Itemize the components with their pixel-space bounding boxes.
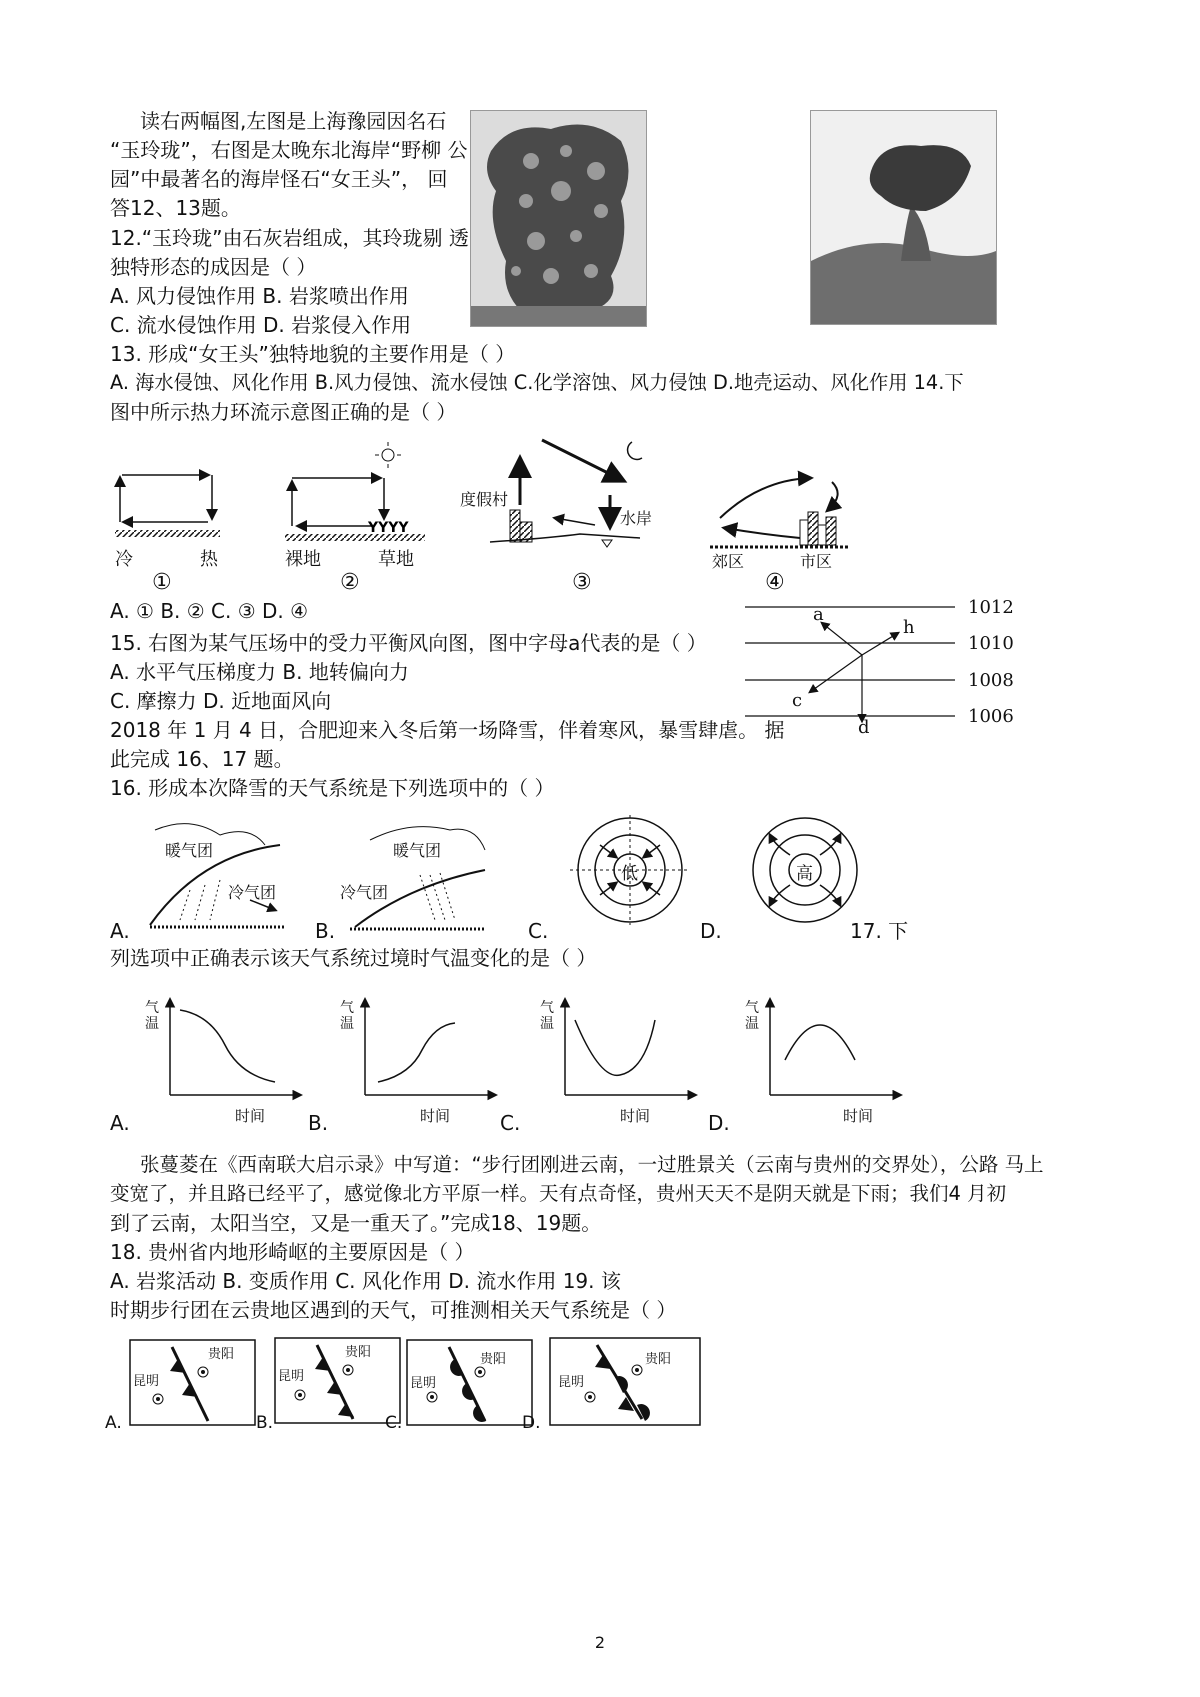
- fig2-circulation: [285, 442, 425, 541]
- front-map-d: [585, 1345, 650, 1421]
- q18-intro-line1: 张蔓菱在《西南联大启示录》中写道：“步行团刚进云南，一过胜景关（云南与贵州的交界处），公路 马上: [140, 1153, 1044, 1176]
- label-cold-air-a: 冷气团: [228, 883, 277, 902]
- q16-option-b: B.: [315, 919, 336, 943]
- force-label-c: c: [792, 690, 803, 711]
- q14-options: A. ① B. ② C. ③ D. ④: [110, 599, 309, 623]
- graph-c-y-label: 气温: [540, 1000, 554, 1032]
- graph-b-y-label: 气温: [340, 1000, 354, 1032]
- q17-stem: 列选项中正确表示该天气系统过境时气温变化的是（ ）: [110, 946, 597, 970]
- label-low: 低: [621, 864, 638, 884]
- fig3-label-village: 度假村: [460, 490, 509, 509]
- q19-option-b: B.: [256, 1413, 274, 1433]
- map-b-guiyang: 贵阳: [345, 1345, 372, 1360]
- map-a-guiyang: 贵阳: [208, 1347, 235, 1362]
- q13-options: A. 海水侵蚀、风化作用 B.风力侵蚀、流水侵蚀 C.化学溶蚀、风力侵蚀 D.地壳运动、风化作用 14.下: [110, 371, 964, 394]
- q19-stem: 时期步行团在云贵地区遇到的天气，可推测相关天气系统是（ ）: [110, 1298, 677, 1322]
- label-warm-air-a: 暖气团: [165, 841, 214, 860]
- q12-stem-line1: 12.“玉玲珑”由石灰岩组成，其玲珑剔 透: [110, 226, 469, 250]
- q16-stem: 16. 形成本次降雪的天气系统是下列选项中的（ ）: [110, 776, 555, 800]
- label-cold-air-b: 冷气团: [340, 883, 389, 902]
- label-high: 高: [796, 864, 813, 884]
- q12-intro-line1: 读右两幅图,左图是上海豫园因名石: [140, 109, 447, 133]
- fig1-label-hot: 热: [200, 549, 218, 570]
- q12-intro-line2: “玉玲珑”，右图是太晚东北海岸“野柳 公: [110, 138, 468, 162]
- fig3-label-shore: 水岸: [620, 509, 653, 528]
- curve-b: [378, 1023, 455, 1082]
- q15-options-row2: C. 摩擦力 D. 近地面风向: [110, 689, 332, 713]
- force-label-d: d: [858, 717, 870, 738]
- fig3-circulation: [490, 440, 642, 547]
- q15-options-row1: A. 水平气压梯度力 B. 地转偏向力: [110, 660, 409, 684]
- fig4-number: ④: [765, 570, 785, 595]
- curve-a: [180, 1010, 275, 1082]
- fig3-number: ③: [572, 570, 592, 595]
- isobar-1006: 1006: [968, 706, 1014, 727]
- fig1-number: ①: [152, 570, 172, 595]
- q12-intro-line4: 答12、13题。: [110, 196, 241, 220]
- graph-a-y-label: 气温: [145, 1000, 159, 1032]
- q15-stem: 15. 右图为某气压场中的受力平衡风向图，图中字母a代表的是（ ）: [110, 631, 707, 655]
- label-warm-air-b: 暖气团: [393, 841, 442, 860]
- page-number: 2: [594, 1633, 606, 1652]
- isobar-1012: 1012: [968, 597, 1014, 618]
- graph-a-x-label: 时间: [235, 1107, 266, 1125]
- q19-option-a: A.: [105, 1413, 122, 1433]
- force-label-a: a: [813, 604, 824, 625]
- q18-stem: 18. 贵州省内地形崎岖的主要原因是（ ）: [110, 1240, 475, 1264]
- graph-b-x-label: 时间: [420, 1107, 451, 1125]
- q16-intro-line2: 此完成 16、17 题。: [110, 747, 294, 771]
- q17-option-a: A.: [110, 1111, 130, 1135]
- q19-option-d: D.: [522, 1413, 541, 1433]
- graph-d-x-label: 时间: [843, 1107, 874, 1125]
- fig2-label-bare: 裸地: [285, 549, 321, 570]
- q16-option-d: D.: [700, 919, 722, 943]
- q18-intro-line3: 到了云南，太阳当空，又是一重天了。”完成18、19题。: [110, 1211, 602, 1235]
- yulinglong-rock-photo: [470, 110, 647, 327]
- q12-intro-line3: 园”中最著名的海岸怪石“女王头”， 回: [110, 167, 448, 191]
- fig1-circulation: [115, 475, 220, 537]
- queens-head-rock-photo: [810, 110, 997, 325]
- force-label-h: h: [903, 617, 915, 638]
- isobar-1010: 1010: [968, 633, 1014, 654]
- curve-c: [575, 1020, 655, 1075]
- fig2-number: ②: [340, 570, 360, 595]
- q17-option-d: D.: [708, 1111, 730, 1135]
- fig4-label-city: 市区: [800, 552, 833, 571]
- graph-c-x-label: 时间: [620, 1107, 651, 1125]
- q18-intro-line2: 变宽了，并且路已经平了，感觉像北方平原一样。天有点奇怪，贵州天天不是阴天就是下雨；我们4 月初: [110, 1182, 1007, 1205]
- q16-intro-line1: 2018 年 1 月 4 日，合肥迎来入冬后第一场降雪，伴着寒风，暴雪肆虐。 据: [110, 718, 785, 742]
- fig2-label-grass: 草地: [378, 549, 414, 570]
- map-d-kunming: 昆明: [558, 1375, 585, 1390]
- q16-option-c: C.: [528, 919, 549, 943]
- q14-stem: 图中所示热力环流示意图正确的是（ ）: [110, 400, 457, 424]
- q12-options-row2: C. 流水侵蚀作用 D. 岩浆侵入作用: [110, 313, 412, 337]
- q16-option-a: A.: [110, 919, 130, 943]
- fig4-circulation: [710, 478, 850, 547]
- svg-text:YYYY: YYYY: [368, 520, 409, 536]
- map-d-guiyang: 贵阳: [645, 1352, 672, 1367]
- q16-weather-system-figures: [130, 815, 890, 935]
- fig4-label-suburb: 郊区: [712, 552, 745, 571]
- isobar-1008: 1008: [968, 670, 1014, 691]
- graph-d-y-label: 气温: [745, 1000, 759, 1032]
- fig1-label-cold: 冷: [115, 549, 133, 570]
- q17-option-c: C.: [500, 1111, 521, 1135]
- q18-options: A. 岩浆活动 B. 变质作用 C. 风化作用 D. 流水作用 19. 该: [110, 1269, 621, 1293]
- q13-stem: 13. 形成“女王头”独特地貌的主要作用是（ ）: [110, 342, 516, 366]
- curve-d: [785, 1025, 855, 1060]
- q12-options-row1: A. 风力侵蚀作用 B. 岩浆喷出作用: [110, 284, 409, 308]
- q17-temperature-graphs: [110, 985, 910, 1125]
- map-c-guiyang: 贵阳: [480, 1352, 507, 1367]
- q17-option-b: B.: [308, 1111, 329, 1135]
- map-a-kunming: 昆明: [133, 1374, 160, 1389]
- q14-circulation-diagrams: [110, 430, 1010, 600]
- q12-stem-line2: 独特形态的成因是（ ）: [110, 255, 317, 279]
- q17-stem-head: 17. 下: [850, 919, 909, 943]
- q19-option-c: C.: [385, 1413, 403, 1433]
- map-b-kunming: 昆明: [278, 1369, 305, 1384]
- front-map-a: [153, 1347, 208, 1421]
- map-c-kunming: 昆明: [410, 1376, 437, 1391]
